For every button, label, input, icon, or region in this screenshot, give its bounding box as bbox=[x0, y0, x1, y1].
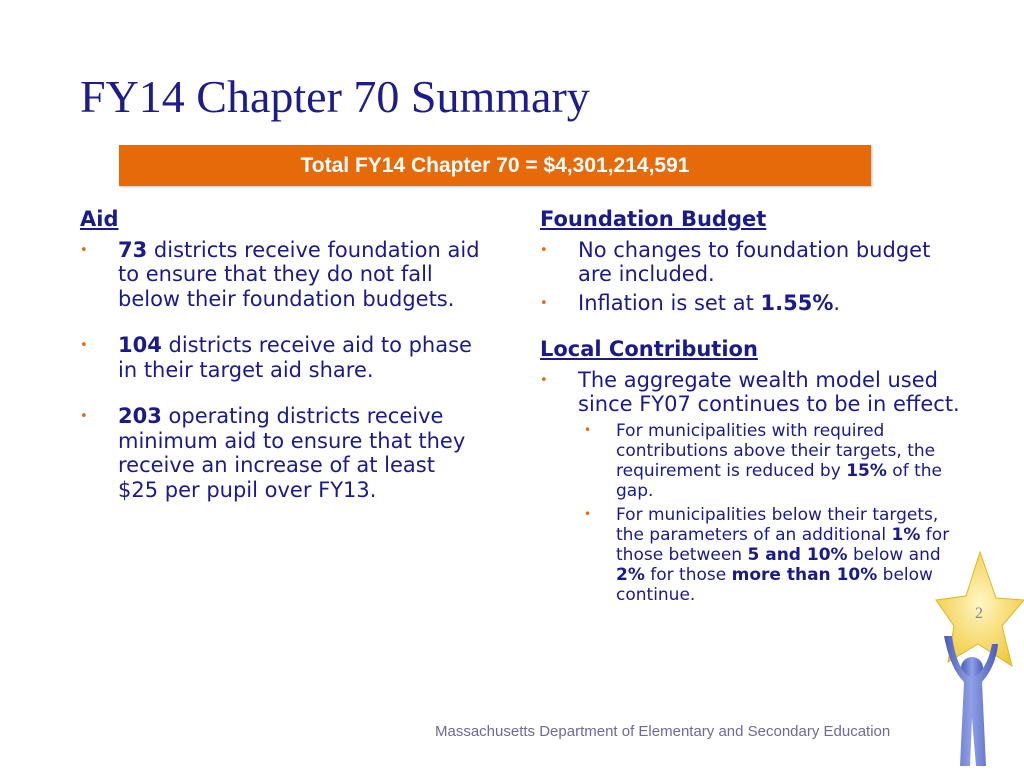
list-item-text: Inflation is set at bbox=[578, 290, 761, 315]
rate-2: 2% bbox=[616, 564, 645, 585]
sub-item-text: For municipalities below their targets, the parameters of an additional bbox=[616, 504, 939, 545]
list-item-text: No changes to foundation budget are included. bbox=[578, 237, 931, 286]
list-item bbox=[80, 333, 480, 382]
list-item-text: districts receive aid to phase in their target aid share. bbox=[118, 333, 472, 382]
bullet-icon: • bbox=[540, 295, 548, 311]
inflation-rate: 1.55% bbox=[760, 290, 834, 315]
foundation-list bbox=[540, 238, 960, 316]
list-item bbox=[80, 238, 480, 312]
list-item bbox=[540, 368, 960, 417]
aid-heading: Aid bbox=[80, 207, 119, 231]
district-count: 104 bbox=[118, 333, 162, 357]
list-item-text: The aggregate wealth model used since FY07 continues to be in effect. bbox=[578, 367, 960, 416]
list-item-text: districts receive foundation aid to ensure that they do not fall below their foundation budgets. bbox=[118, 237, 480, 311]
total-banner: Total FY14 Chapter 70 = $4,301,214,591 bbox=[119, 145, 871, 186]
sub-item-text: for those between bbox=[616, 524, 950, 565]
list-item-text: operating districts receive minimum aid to ensure that they receive an increase of at least $25 per pupil over FY13. bbox=[118, 404, 466, 502]
bullet-icon: • bbox=[80, 409, 88, 424]
rate-1: 1% bbox=[891, 524, 921, 545]
local-contribution-heading: Local Contribution bbox=[540, 337, 758, 361]
sub-item-text: below and bbox=[847, 544, 941, 565]
sub-item-text: for those bbox=[644, 564, 732, 585]
district-count: 203 bbox=[118, 404, 162, 428]
sub-item-text: below continue. bbox=[616, 564, 933, 605]
foundation-heading: Foundation Budget bbox=[540, 207, 767, 231]
list-item-text: . bbox=[833, 290, 841, 315]
list-item bbox=[80, 404, 480, 502]
sub-item-text: For municipalities with required contributions above their targets, the requirement is reduced by bbox=[616, 420, 936, 481]
local-list bbox=[540, 368, 960, 417]
bullet-icon: • bbox=[584, 506, 592, 521]
bullet-icon: • bbox=[584, 422, 592, 437]
list-item bbox=[540, 291, 960, 316]
slide-title: FY14 Chapter 70 Summary bbox=[80, 71, 590, 122]
bullet-icon: • bbox=[540, 372, 548, 388]
district-count: 73 bbox=[118, 237, 148, 262]
star-figure-icon bbox=[900, 548, 1024, 768]
range-5-10: 5 and 10% bbox=[747, 544, 848, 565]
bullet-icon: • bbox=[80, 338, 88, 353]
sub-list-item bbox=[584, 421, 960, 501]
bullet-icon: • bbox=[540, 242, 548, 258]
page-number: 2 bbox=[975, 605, 983, 622]
aid-column bbox=[80, 207, 480, 502]
range-over-10: more than 10% bbox=[731, 564, 878, 585]
list-item bbox=[540, 238, 960, 287]
sub-item-text: of the gap. bbox=[616, 460, 942, 501]
foundation-local-column bbox=[540, 207, 960, 605]
bullet-icon: • bbox=[80, 242, 88, 258]
reduction-rate: 15% bbox=[846, 460, 887, 481]
footer-text: Massachusetts Department of Elementary and Secondary Education bbox=[435, 723, 891, 740]
aid-list bbox=[80, 238, 480, 503]
